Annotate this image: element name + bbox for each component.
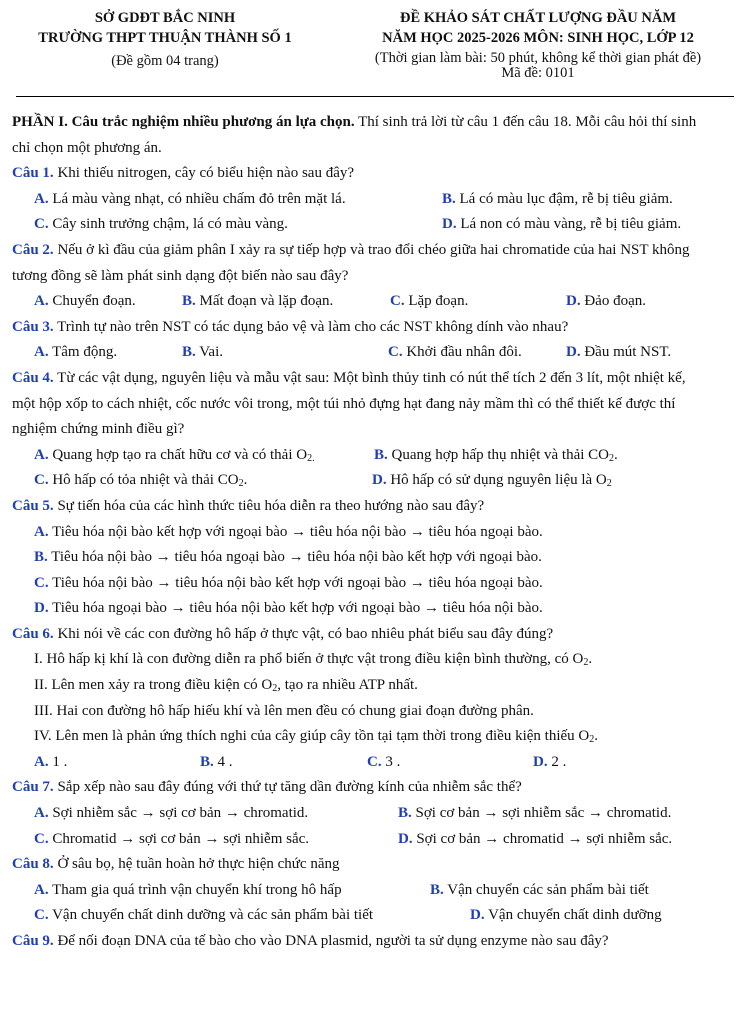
statement-end: , tạo ra nhiều ATP nhất. [277,677,418,694]
option-text: Tiêu hóa nội bào kết hợp với ngoại bào → tiêu hóa nội bào → tiêu hóa ngoại bào. [52,523,543,540]
q5-option-c [12,571,740,597]
q1-label: Câu 1. [12,165,54,182]
q6-option-b [200,750,233,776]
option-letter: C. [34,216,49,233]
option-text: Tham gia quá trình vận chuyển khí trong hô hấp [52,881,342,898]
q9-label: Câu 9. [12,933,54,949]
q4-option-d [372,468,612,494]
option-letter: C. [34,830,49,847]
option-text: Lá màu vàng nhạt, có nhiều chấm đỏ trên mặt lá. [52,190,346,207]
q6-statement-4 [12,724,740,750]
q2-stem-1 [12,238,740,264]
option-text: Lặp đoạn. [408,293,469,310]
option-letter: A. [34,523,49,540]
q3-text: Trình tự nào trên NST có tác dụng bảo vệ và làm cho các NST không dính vào nhau? [53,318,569,335]
q5-text: Sự tiến hóa của các hình thức tiêu hóa diễn ra theo hướng nào sau đây? [53,497,485,514]
exam-title: ĐỀ KHẢO SÁT CHẤT LƯỢNG ĐẦU NĂM [399,10,677,26]
q8-options-row-1 [12,878,740,904]
subscript: 2 [272,683,278,695]
q7-label: Câu 7. [12,779,54,796]
q2-text-1: Nếu ở kì đầu của giảm phân I xảy ra sự tiếp hợp và trao đổi chéo giữa hai chromatide của hai NST không [53,241,690,258]
q1-options-row-2 [12,212,740,238]
q4-text-2: một hộp xốp to cách nhiệt, cốc nước vôi trong, một túi nhỏ đựng hạt đang nảy mầm thì có thể thiết kế được thí [12,395,676,412]
q7-option-d [398,827,672,853]
q3-stem [12,315,740,341]
q1-option-d [442,212,681,238]
q2-label: Câu 2. [12,241,54,258]
q8-options-row-2 [12,903,740,929]
q9-text: Để nối đoạn DNA của tế bào cho vào DNA plasmid, người ta sử dụng enzyme nào sau đây? [53,933,609,949]
q2-option-b [182,289,333,315]
option-letter: D. [442,216,457,233]
subscript: 2. [307,452,315,464]
q4-label: Câu 4. [12,369,54,386]
option-text: Hô hấp có sử dụng nguyên liệu là O [390,472,607,489]
q6-statement-1 [12,647,740,673]
option-text: Vận chuyển các sản phẩm bài tiết [447,881,649,898]
option-letter: C. [390,293,405,310]
option-letter: D. [566,344,581,361]
option-letter: A. [34,446,49,463]
option-text: Hô hấp có tỏa nhiệt và thải CO [52,472,239,489]
q2-option-d [566,289,646,315]
option-letter: D. [34,600,49,617]
option-letter: A. [34,344,49,361]
option-letter: D. [372,472,387,489]
statement-text: II. Lên men xảy ra trong điều kiện có O [34,677,273,694]
option-text: 1 . [52,753,68,770]
option-letter: C. [34,574,49,591]
option-letter: D. [398,830,413,847]
q6-label: Câu 6. [12,625,54,642]
option-letter: D. [533,753,548,770]
q1-text: Khi thiếu nitrogen, cây có biểu hiện nào sau đây? [53,165,355,182]
q1-stem [12,161,740,187]
option-letter: B. [442,190,456,207]
part1-line-2 [12,136,740,162]
option-text: Cây sinh trưởng chậm, lá có màu vàng. [52,216,288,233]
subscript: 2 [609,452,614,464]
option-letter: A. [34,805,49,822]
option-text: Vận chuyển chất dinh dưỡng [488,907,662,924]
q2-option-a [34,289,136,315]
subscript: 2 [606,478,612,490]
option-text: 2 . [551,753,567,770]
q3-option-a [34,340,117,366]
q8-label: Câu 8. [12,856,54,873]
q2-text-2: tương đồng sẽ làm phát sinh dạng đột biến nào sau đây? [12,267,349,284]
q2-options-row [12,289,740,315]
option-text: Đảo đoạn. [584,293,646,310]
q4-options-row-2 [12,468,740,494]
q1-options-row-1 [12,187,740,213]
time-note: (Thời gian làm bài: 50 phút, không kể thời gian phát đề) [374,50,702,66]
q4-text-1: Từ các vật dụng, nguyên liệu và mẫu vật sau: Một bình thủy tinh có nút thể tích 2 đến 3 lít, một nhiệt kế, [53,369,686,386]
option-letter: A. [34,293,49,310]
part1-intro-2: chỉ chọn một phương án. [12,139,162,156]
option-letter: C. [34,907,49,924]
q2-option-c [390,289,468,315]
q4-option-b [374,443,618,469]
q7-option-c [34,827,309,853]
q6-option-c [367,750,400,776]
option-text: Lá non có màu vàng, rễ bị tiêu giảm. [460,216,682,233]
option-text: Tiêu hóa nội bào → tiêu hóa nội bào kết hợp với ngoại bào → tiêu hóa ngoại bào. [52,574,543,591]
department-name: SỞ GDĐT BẮC NINH [94,10,236,26]
school-name: TRƯỜNG THPT THUẬN THÀNH SỐ 1 [38,30,292,46]
exam-header [0,0,750,92]
option-text: Tâm động. [52,344,118,361]
option-text: Sợi cơ bản → chromatid → sợi nhiễm sắc. [416,830,673,847]
subscript: 2 [238,478,244,490]
option-text: Quang hợp hấp thụ nhiệt và thải CO [391,446,609,463]
option-letter: B. [374,446,388,463]
part1-intro-1: Thí sinh trả lời từ câu 1 đến câu 18. Mỗi câu hỏi thí sinh [354,114,697,130]
q6-statement-3 [12,699,740,725]
q5-option-d [12,596,740,622]
q3-label: Câu 3. [12,318,54,335]
option-text-end: . [614,446,618,463]
school-block [6,8,324,71]
option-text-end: . [243,472,248,489]
option-letter: B. [398,805,412,822]
q4-stem-3 [12,417,740,443]
statement-text: III. Hai con đường hô hấp hiếu khí và lên men đều có chung giai đoạn đường phân. [34,702,534,719]
statement-end: . [594,728,598,745]
q8-option-d [470,903,662,929]
q1-option-a [34,187,346,213]
page-count-note: (Đề gồm 04 trang) [111,53,219,69]
q8-option-a [34,878,342,904]
q5-stem [12,494,740,520]
option-text: Quang hợp tạo ra chất hữu cơ và có thải O [52,446,308,463]
subscript: 2 [583,657,589,669]
option-letter: A. [34,753,49,770]
option-text: Sợi cơ bản → sợi nhiễm sắc → chromatid. [415,805,672,822]
q4-text-3: nghiệm chứng minh điều gì? [12,421,185,438]
option-letter: B. [200,753,214,770]
exam-title-block [332,8,744,80]
q1-option-b [442,187,673,213]
option-text: 4 . [217,753,233,770]
part1-line-1 [12,110,740,136]
q5-option-b [12,545,740,571]
exam-code: Mã đề: 0101 [501,65,575,81]
option-letter: D. [470,907,485,924]
q7-option-a [34,801,308,827]
option-text: Đầu mút NST. [584,344,672,361]
option-text: Chuyển đoạn. [52,293,136,310]
statement-text: I. Hô hấp kị khí là con đường diễn ra phổ biến ở thực vật trong điều kiện bình thường, có O [34,651,584,668]
header-divider [16,96,734,97]
q4-option-a [34,443,315,469]
q3-options-row [12,340,740,366]
option-text: Chromatid → sợi cơ bản → sợi nhiễm sắc. [52,830,310,847]
q4-stem-1 [12,366,740,392]
option-text: Tiêu hóa ngoại bào → tiêu hóa nội bào kết hợp với ngoại bào → tiêu hóa nội bào. [52,600,543,617]
option-text: 3 . [385,753,401,770]
q3-option-c [388,340,522,366]
q5-option-a [12,520,740,546]
option-text: Vai. [199,344,223,361]
option-letter: C. [34,472,49,489]
option-letter: B. [34,549,48,566]
q4-stem-2 [12,392,740,418]
option-text: Tiêu hóa nội bào → tiêu hóa ngoại bào → tiêu hóa nội bào kết hợp với ngoại bào. [51,549,542,566]
option-letter: B. [430,881,444,898]
q7-option-b [398,801,671,827]
option-letter: B. [182,344,196,361]
exam-body [12,110,740,955]
option-text: Sợi nhiễm sắc → sợi cơ bản → chromatid. [52,805,309,822]
q6-stem [12,622,740,648]
q8-option-b [430,878,649,904]
option-text: Vận chuyển chất dinh dưỡng và các sản phẩm bài tiết [52,907,374,924]
q7-options-row-1 [12,801,740,827]
q6-options-row [12,750,740,776]
statement-text: IV. Lên men là phản ứng thích nghi của cây giúp cây tồn tại tạm thời trong điều kiện thiếu O [34,728,590,745]
q8-option-c [34,903,373,929]
q7-stem [12,775,740,801]
q5-label: Câu 5. [12,497,54,514]
statement-end: . [588,651,593,668]
q1-option-c [34,212,288,238]
q3-option-b [182,340,223,366]
q6-option-d [533,750,566,776]
q8-stem [12,852,740,878]
exam-subject-year: NĂM HỌC 2025-2026 MÔN: SINH HỌC, LỚP 12 [382,30,694,46]
option-letter: C. [388,344,403,361]
part1-title: PHẦN I. Câu trắc nghiệm nhiều phương án lựa chọn. [12,114,355,130]
subscript: 2 [589,734,595,746]
q6-text: Khi nói về các con đường hô hấp ở thực vật, có bao nhiêu phát biểu sau đây đúng? [53,625,554,642]
q6-option-a [34,750,67,776]
option-letter: A. [34,881,49,898]
option-letter: A. [34,190,49,207]
q3-option-d [566,340,671,366]
option-text: Khởi đầu nhân đôi. [406,344,522,361]
option-text: Mất đoạn và lặp đoạn. [199,293,334,310]
q7-text: Sắp xếp nào sau đây đúng với thứ tự tăng dần đường kính của nhiễm sắc thể? [53,779,522,796]
option-letter: B. [182,293,196,310]
q4-options-row-1 [12,443,740,469]
option-text: Lá có màu lục đậm, rễ bị tiêu giảm. [459,190,673,207]
q4-option-c [34,468,247,494]
q8-text: Ở sâu bọ, hệ tuần hoàn hở thực hiện chức năng [53,856,340,873]
option-letter: C. [367,753,382,770]
q6-statement-2 [12,673,740,699]
option-letter: D. [566,293,581,310]
q7-options-row-2 [12,827,740,853]
q2-stem-2 [12,264,740,290]
q9-stem [12,929,740,955]
